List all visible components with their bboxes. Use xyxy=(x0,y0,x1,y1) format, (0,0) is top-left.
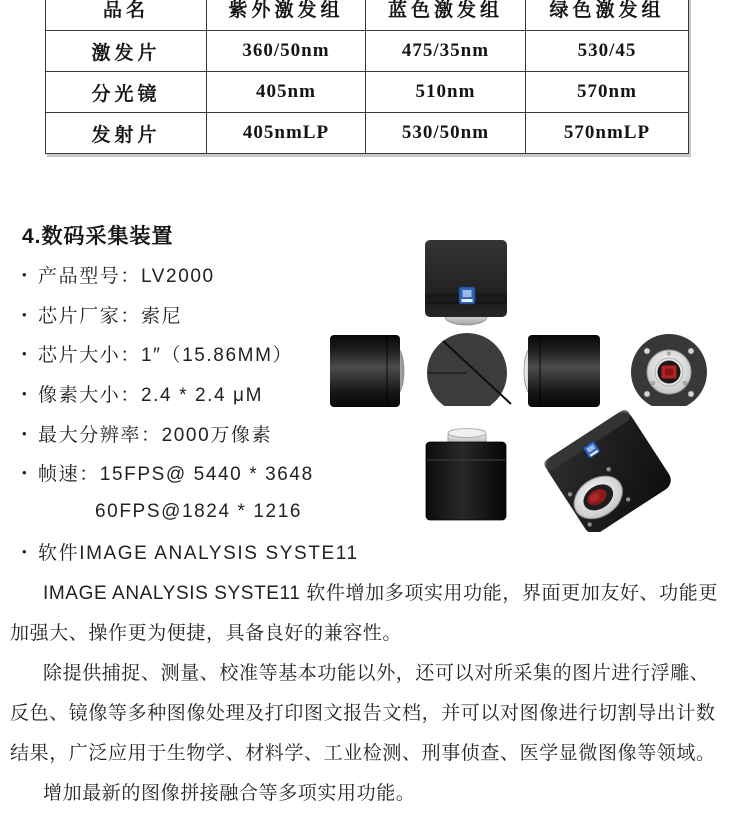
table-cell-value: 570nmLP xyxy=(526,113,689,154)
paragraph-line: IMAGE ANALYSIS SYSTE11 软件增加多项实用功能，界面更加友好、功能更 xyxy=(43,583,718,604)
table-cell-row-label: 激发片 xyxy=(46,31,207,72)
bullet-icon: • xyxy=(22,386,27,402)
screw-icon xyxy=(688,348,694,354)
description-paragraphs xyxy=(10,574,748,814)
screw-icon xyxy=(644,391,650,397)
camera-left-side-view xyxy=(330,335,404,407)
spec-item-text: 产品型号：LV2000 xyxy=(38,266,215,288)
paragraph-line: 加强大、操作更为便捷，具备良好的兼容性。 xyxy=(10,623,403,644)
table-cell-row-label: 分光镜 xyxy=(46,72,207,113)
table-cell-row-label: 发射片 xyxy=(46,113,207,154)
camera-front-lens-view xyxy=(631,334,707,410)
camera-bottom-view xyxy=(426,429,506,521)
spec-item-text: 帧速：15FPS@ 5440 * 3648 xyxy=(38,464,314,486)
table-cell-value: 530/45 xyxy=(526,31,689,72)
bullet-icon: • xyxy=(22,465,27,481)
paragraph-line: 反色、镜像等多种图像处理及打印图文报告文档，并可以对图像进行切割导出计数 xyxy=(10,703,716,724)
table-cell-value: 405nmLP xyxy=(207,113,366,154)
table-cell-value: 360/50nm xyxy=(207,31,366,72)
spec-item-text: 软件IMAGE ANALYSIS SYSTE11 xyxy=(38,543,359,565)
table-cell-value: 405nm xyxy=(207,72,366,113)
camera-product-images xyxy=(320,232,735,532)
table-header-cell: 绿色激发组 xyxy=(526,0,689,31)
table-row xyxy=(46,113,689,154)
bullet-icon: • xyxy=(22,346,27,362)
table-header-cell: 紫外激发组 xyxy=(207,0,366,31)
bullet-icon: • xyxy=(22,306,27,322)
camera-perspective-view xyxy=(542,408,675,532)
table-header-cell: 品名 xyxy=(46,0,207,31)
camera-right-side-view xyxy=(524,335,600,407)
usb-port-icon xyxy=(459,287,475,304)
spec-item-text: 最大分辨率：2000万像素 xyxy=(38,424,273,446)
paragraph-line: 增加最新的图像拼接融合等多项实用功能。 xyxy=(43,783,416,804)
screw-icon xyxy=(667,352,671,356)
fluorescence-filter-table xyxy=(45,0,689,154)
table-header-cell: 蓝色激发组 xyxy=(366,0,526,31)
spec-item-text: 60FPS@1824 * 1216 xyxy=(95,501,303,523)
spec-item-text: 芯片大小：1″（15.86MM） xyxy=(38,345,294,367)
table-cell-value: 510nm xyxy=(366,72,526,113)
table-row xyxy=(46,72,689,113)
screw-icon xyxy=(683,381,687,385)
section-heading: 4.数码采集装置 xyxy=(22,225,174,248)
list-item xyxy=(22,532,442,572)
paragraph-line: 结果，广泛应用于生物学、材料学、工业检测、刑事侦查、医学显微图像等领域。 xyxy=(10,743,716,764)
screw-icon xyxy=(644,348,650,354)
camera-top-view xyxy=(425,240,507,325)
table-cell-value: 530/50nm xyxy=(366,113,526,154)
camera-top-down-view xyxy=(427,333,511,413)
bullet-icon: • xyxy=(22,544,27,560)
screw-icon xyxy=(651,381,655,385)
spec-item-text: 芯片厂家：索尼 xyxy=(38,305,183,327)
spec-item-text: 像素大小：2.4 * 2.4 μM xyxy=(38,385,264,407)
paragraph-line: 除提供捕捉、测量、校准等基本功能以外，还可以对所采集的图片进行浮雕、 xyxy=(43,663,710,684)
table-cell-value: 475/35nm xyxy=(366,31,526,72)
bullet-icon: • xyxy=(22,425,27,441)
bullet-icon: • xyxy=(22,267,27,283)
table-row xyxy=(46,31,689,72)
table-cell-value: 570nm xyxy=(526,72,689,113)
screw-icon xyxy=(688,391,694,397)
table-header-row xyxy=(46,0,689,31)
